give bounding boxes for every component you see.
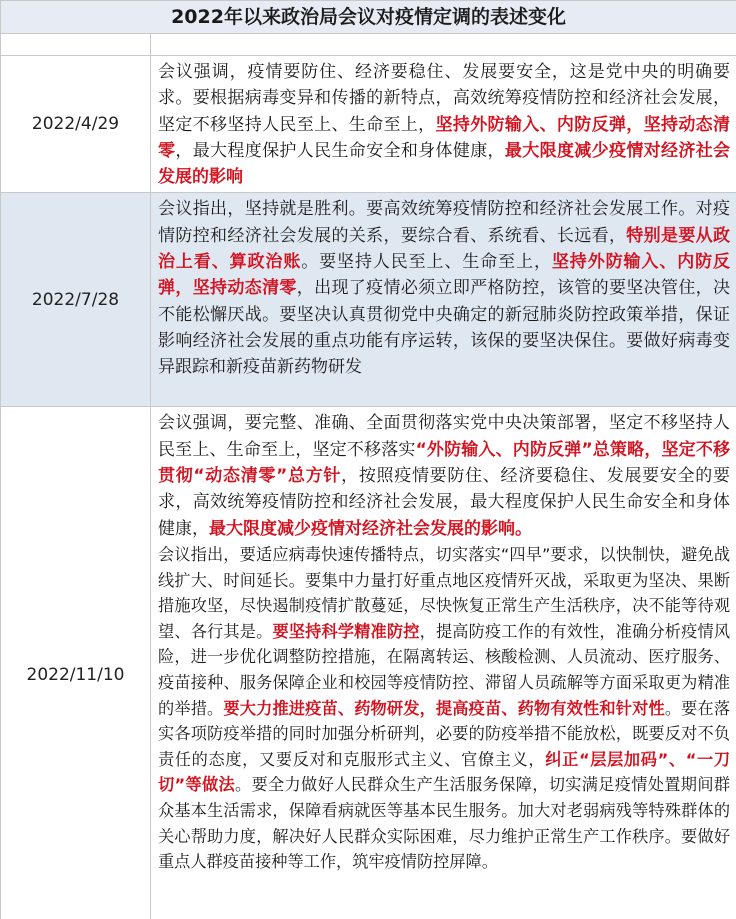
blank-cell <box>151 34 736 56</box>
body-text: 会议指出，要适应病毒快速传播特点，切实落实“四早”要求，以快制快，避免战线扩大、时间延长。要集中力量打好重点地区疫情歼灭战，采取更为坚决、果断措施攻坚，尽快遏制疫情扩散蔓延，尽快恢复正常生产生活秩序，决不能等待观望、各行其是。 <box>158 544 731 641</box>
table-title: 2022年以来政治局会议对疫情定调的表述变化 <box>1 1 736 34</box>
paragraph-1 <box>158 410 730 541</box>
body-text: 。要坚持人民至上、生命至上， <box>301 252 552 273</box>
paragraph-2 <box>158 542 730 875</box>
table-row <box>1 56 736 193</box>
row-date: 2022/4/29 <box>1 56 151 193</box>
highlight-text: 坚持外防输入、内防反弹，坚持动态清零 <box>158 114 731 161</box>
table-row <box>1 193 736 407</box>
body-text: ，出现了疫情必须立即严格防控，该管的要坚决管住，决不能松懈厌战。要坚决认真贯彻党中央确定的新冠肺炎防控政策举措，保证影响经济社会发展的重点功能有序运转，该保的要坚决保住。要做好病毒变异跟踪和新疫苗新药物研发 <box>158 278 731 378</box>
row-text <box>151 56 736 193</box>
highlight-text: “外防输入、内防反弹”总策略，坚定不移贯彻“动态清零”总方针 <box>158 439 731 487</box>
highlight-text: 要坚持科学精准防控 <box>272 621 420 641</box>
body-text: 会议强调，要完整、准确、全面贯彻落实党中央决策部署，坚定不移坚持人民至上、生命至上，坚定不移落实 <box>158 413 731 460</box>
table-row <box>1 407 736 919</box>
row-text <box>151 407 736 919</box>
body-text: 会议强调，疫情要防住、经济要稳住、发展要安全，这是党中央的明确要求。要根据病毒变异和传播的新特点，高效统筹疫情防控和经济社会发展，坚定不移坚持人民至上、生命至上， <box>158 62 731 135</box>
highlight-text: 要大力推进疫苗、药物研发，提高疫苗、药物有效性和针对性 <box>223 698 665 718</box>
body-text: 会议指出，坚持就是胜利。要高效统筹疫情防控和经济社会发展工作。对疫情防控和经济社会发展的关系，要综合看、系统看、长远看， <box>158 199 731 246</box>
body-text: ，提高防疫工作的有效性，准确分析疫情风险，进一步优化调整防控措施，在隔离转运、核酸检测、人员流动、医疗服务、疫苗接种、服务保障企业和校园等疫情防控、滞留人员疏解等方面采取更为精准的举措。 <box>158 621 731 718</box>
body-text: 。要全力做好人民群众生产生活服务保障，切实满足疫情处置期间群众基本生活需求，保障看病就医等基本民生服务。加大对老弱病残等特殊群体的关心帮助力度，解决好人民群众实际困难，尽力维护正常生产工作秩序。要做好重点人群疫苗接种等工作，筑牢疫情防控屏障。 <box>158 775 731 872</box>
row-date: 2022/11/10 <box>1 407 151 919</box>
highlight-text: 纠正“层层加码”、“一刀切”等做法 <box>158 749 731 795</box>
body-text: ，最大程度保护人民生命安全和身体健康， <box>175 140 505 161</box>
blank-cell <box>1 34 151 56</box>
highlight-text: 特别是要从政治上看、算政治账 <box>158 225 731 273</box>
row-date: 2022/7/28 <box>1 193 151 407</box>
highlight-text: 最大限度减少疫情对经济社会发展的影响。 <box>209 518 532 539</box>
highlight-text: 最大限度减少疫情对经济社会发展的影响 <box>158 140 731 188</box>
body-text: 。要在落实各项防疫举措的同时加强分析研判，必要的防疫举措不能放松，既要反对不负责任的态度，又要反对和克服形式主义、官僚主义， <box>158 698 731 769</box>
row-text <box>151 193 736 407</box>
body-text: ，按照疫情要防住、经济要稳住、发展要安全的要求，高效统筹疫情防控和经济社会发展，最大程度保护人民生命安全和身体健康， <box>158 466 731 539</box>
highlight-text: 坚持外防输入、内防反弹，坚持动态清零 <box>158 252 731 299</box>
